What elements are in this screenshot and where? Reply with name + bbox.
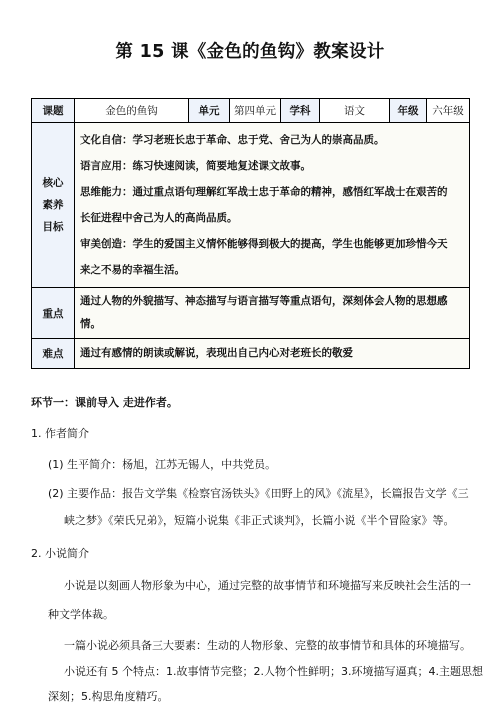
goals-content (75, 123, 470, 288)
label-grade: 年级 (390, 99, 427, 123)
label-goals-line: 目标 (42, 221, 64, 233)
label-focus: 重点 (32, 288, 75, 339)
label-goals-line: 核心 (42, 177, 64, 189)
section-heading: 环节一：课前导入 走进作者。 (31, 396, 178, 409)
list-item-author: 1. 作者简介 (31, 427, 89, 440)
label-unit: 单元 (189, 99, 230, 123)
label-goals-line: 素养 (42, 199, 64, 211)
novel-features-line: 深刻；5.构思角度精巧。 (48, 690, 169, 703)
focus-content (75, 288, 470, 339)
focus-line: 通过人物的外貌描写、神态描写与语言描写等重点语句，深刻体会人物的思想感 (80, 295, 448, 307)
goal-item: 文化自信：学习老班长忠于革命、忠于党、舍己为人的崇高品质。 (80, 134, 385, 146)
label-goals (32, 123, 75, 288)
novel-elements: 一篇小说必须具备三大要素：生动的人物形象、完整的故事情节和具体的环境描写。 (64, 639, 471, 652)
difficulty-row (32, 339, 470, 369)
novel-features-line: 小说还有 5 个特点：1.故事情节完整；2.人物个性鲜明；3.环境描写逼真；4.主题思想 (64, 665, 483, 678)
difficulty-text: 通过有感情的朗读或解说，表现出自己内心对老班长的敬爱 (80, 347, 353, 359)
page-title: 第 15 课《金色的鱼钩》教案设计 (115, 42, 385, 62)
focus-row (32, 288, 470, 339)
goal-item: 语言应用：练习快速阅读，简要地复述课文故事。 (80, 160, 311, 172)
author-bio: (1) 生平简介：杨旭，江苏无锡人，中共党员。 (48, 458, 277, 471)
table-header-row (32, 99, 470, 123)
goal-item: 审美创造：学生的爱国主义情怀能够得到极大的提高，学生也能够更加珍惜今天 (80, 238, 448, 250)
lesson-name: 金色的鱼钩 (75, 99, 189, 123)
label-lesson: 课题 (32, 99, 75, 123)
list-item-novel: 2. 小说简介 (31, 547, 89, 560)
goals-row (32, 123, 470, 288)
lesson-plan-table (31, 98, 470, 369)
author-works-line: (2) 主要作品：报告文学集《检察官汤铁头》《田野上的风》《流星》，长篇报告文学《三 (48, 487, 469, 500)
unit-value: 第四单元 (230, 99, 281, 123)
novel-intro-line: 小说是以刻画人物形象为中心，通过完整的故事情节和环境描写来反映社会生活的一 (64, 579, 471, 592)
goal-item: 长征进程中舍己为人的高尚品质。 (80, 212, 238, 224)
novel-intro-line: 种文学体裁。 (48, 608, 114, 621)
goal-item: 思维能力：通过重点语句理解红军战士忠于革命的精神，感悟红军战士在艰苦的 (80, 186, 448, 198)
difficulty-content (75, 339, 470, 369)
author-works-line: 峡之梦》《荣氏兄弟》，短篇小说集《非正式谈判》，长篇小说《半个冒险家》等。 (64, 514, 455, 527)
grade-value: 六年级 (427, 99, 470, 123)
label-subject: 学科 (281, 99, 320, 123)
label-difficulty: 难点 (32, 339, 75, 369)
subject-value: 语文 (320, 99, 390, 123)
focus-line: 情。 (80, 318, 101, 330)
goal-item: 来之不易的幸福生活。 (80, 264, 185, 276)
